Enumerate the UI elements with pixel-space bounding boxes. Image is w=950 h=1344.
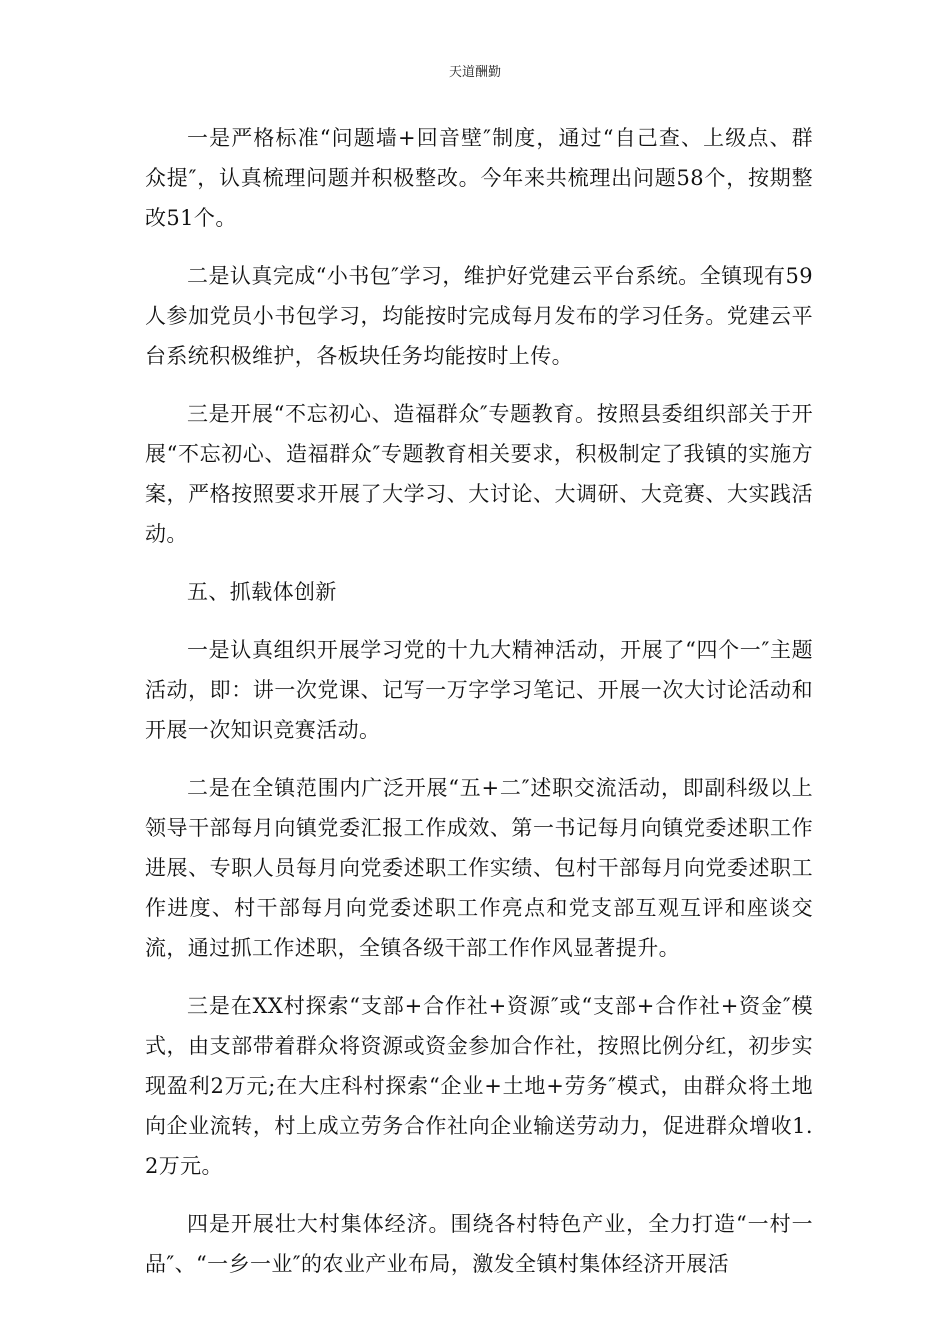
section-heading-carrier-innovation: 五、抓载体创新: [187, 580, 337, 604]
paragraph-nineteenth-congress-study: 一是认真组织开展学习党的十九大精神活动，开展了“四个一″主题活动，即：讲一次党课、记写一万字学习笔记、开展一次大讨论活动和开展一次知识竞赛活动。: [145, 638, 813, 742]
paragraph-collective-economy: 四是开展壮大村集体经济。围绕各村特色产业，全力打造“一村一品″、“一乡一业″的农业产业布局，激发全镇村集体经济开展活: [145, 1212, 813, 1276]
page-header: 天道酬勤: [448, 65, 501, 80]
paragraph-problem-wall: 一是严格标准“问题墙+回音壁″制度，通过“自己查、上级点、群众提″，认真梳理问题并积极整改。今年来共梳理出问题58个，按期整改51个。: [145, 126, 813, 230]
paragraph-work-report-exchange: 二是在全镇范围内广泛开展“五+二″述职交流活动，即副科级以上领导干部每月向镇党委汇报工作成效、第一书记每月向镇党委述职工作进展、专职人员每月向党委述职工作实绩、包村干部每月向党委述职工作进度、村干部每月向党委述职工作亮点和党支部互观互评和座谈交流，通过抓工作述职，全镇各级干部工作作风显著提升。: [145, 776, 813, 960]
paragraph-special-education: 三是开展“不忘初心、造福群众″专题教育。按照县委组织部关于开展“不忘初心、造福群众″专题教育相关要求，积极制定了我镇的实施方案，严格按照要求开展了大学习、大讨论、大调研、大竞赛、大实践活动。: [145, 402, 813, 546]
paragraph-small-bookbag: 二是认真完成“小书包″学习，维护好党建云平台系统。全镇现有59人参加党员小书包学习，均能按时完成每月发布的学习任务。党建云平台系统积极维护，各板块任务均能按时上传。: [145, 264, 813, 368]
document-body: [145, 118, 813, 1302]
paragraph-cooperative-model: 三是在XX村探索“支部+合作社+资源″或“支部+合作社+资金″模式，由支部带着群众将资源或资金参加合作社，按照比例分红，初步实现盈利2万元;在大庄科村探索“企业+土地+劳务″模式，由群众将土地向企业流转，村上成立劳务合作社向企业输送劳动力，促进群众增收1.2万元。: [145, 994, 813, 1178]
